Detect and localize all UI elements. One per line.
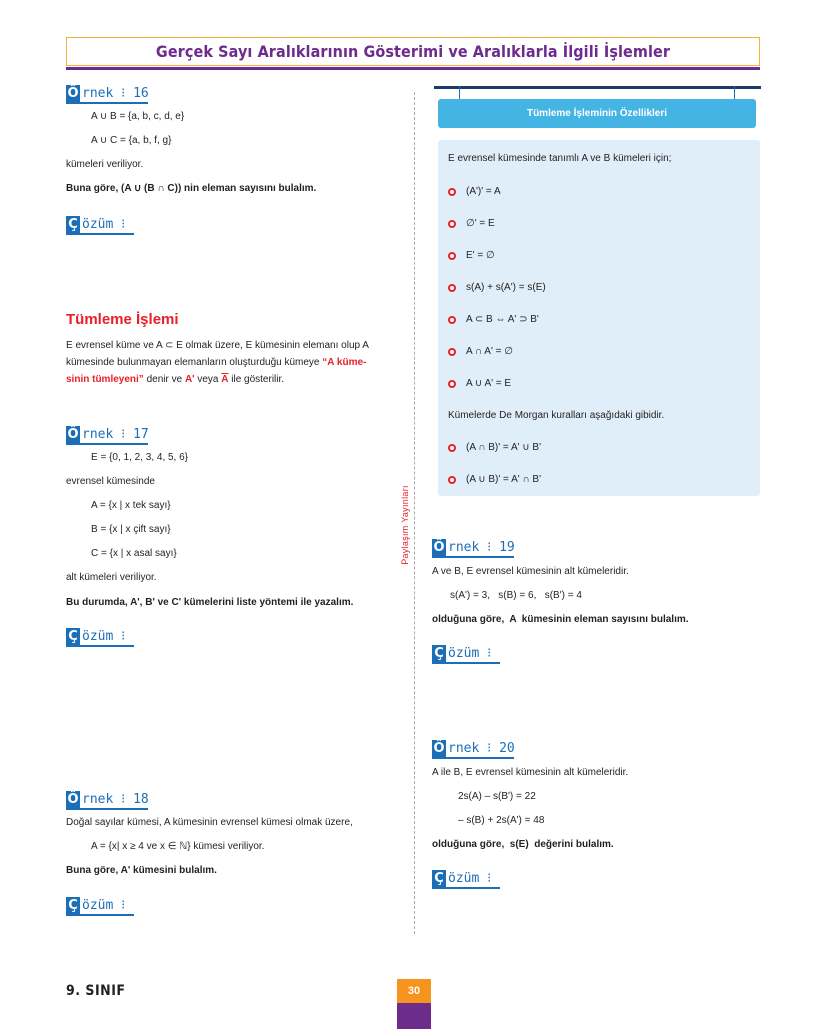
ornek-letter: Ö: [433, 741, 445, 756]
ornek20-line3: – s(B) + 2s(A') = 48: [458, 815, 545, 826]
cozum-letter: Ç: [66, 897, 80, 914]
ornek17-line4: B = {x | x çift sayı}: [91, 524, 171, 535]
property-item: A ∪ A' = E: [466, 378, 512, 389]
ornek-20-label: [432, 740, 514, 758]
ornek16-line1: A ∪ B = {a, b, c, d, e}: [91, 111, 185, 122]
ornek-18-label: [66, 791, 148, 809]
ornek18-line2: A = {x| x ≥ 4 ve x ∈ ℕ} kümesi veriliyor.: [91, 841, 265, 852]
cozum-text: özüm ⁝: [82, 217, 126, 232]
property-item: ∅' = E: [466, 218, 495, 229]
cozum-text: özüm ⁝: [82, 629, 126, 644]
publisher-side-label: Paylaşım Yayınları: [400, 485, 410, 565]
ornek20-question: olduğuna göre, s(E) değerini bulalım.: [432, 839, 614, 850]
ornek-underline: [432, 556, 514, 558]
properties-top-bar: [434, 86, 761, 89]
ornek20-line1: A ile B, E evrensel kümesinin alt kümeleridir.: [432, 767, 629, 778]
properties-title: Tümleme İşleminin Özellikleri: [438, 99, 756, 128]
tumleme-p2: kümesinde bulunmayan elemanların oluşturduğu kümeye “A küme-: [66, 357, 367, 368]
tumleme-p1: E evrensel küme ve A ⊂ E olmak üzere, E kümesinin elemanı olup A: [66, 340, 369, 351]
demorgan-item: (A ∩ B)' = A' ∪ B': [466, 442, 541, 453]
ornek-letter: Ö: [67, 427, 79, 442]
bullet-icon: [448, 284, 456, 292]
page-number-bar: [397, 1003, 431, 1029]
ornek18-question: Buna göre, A' kümesini bulalım.: [66, 865, 217, 876]
ornek19-question: olduğuna göre, A kümesinin eleman sayısını bulalım.: [432, 614, 689, 625]
ornek-text: rnek ⁝ 16: [82, 86, 149, 101]
cozum-19-label: [432, 645, 500, 663]
ornek-letter: Ö: [67, 86, 79, 101]
tumleme-p3: sinin tümleyeni” denir ve A' veya $\overline{A}$ ile gösterilir.: [66, 374, 285, 385]
ornek16-line3: kümeleri veriliyor.: [66, 159, 144, 170]
ornek16-question: Buna göre, (A ∪ (B ∩ C)) nin eleman sayısını bulalım.: [66, 183, 317, 194]
ornek-underline: [66, 443, 148, 445]
cozum-20-label: [432, 870, 500, 888]
ornek17-line5: C = {x | x asal sayı}: [91, 548, 177, 559]
property-item: A ∩ A' = ∅: [466, 346, 513, 357]
bullet-icon: [448, 252, 456, 260]
property-item: (A')' = A: [466, 186, 501, 197]
ornek-underline: [432, 757, 514, 759]
page-header: [66, 37, 760, 66]
cozum-text: özüm ⁝: [82, 898, 126, 913]
ornek-17-label: [66, 426, 148, 444]
page-number: 30: [397, 979, 431, 1003]
ornek17-line1: E = {0, 1, 2, 3, 4, 5, 6}: [91, 452, 189, 463]
ornek-text: rnek ⁝ 18: [82, 792, 149, 807]
bullet-icon: [448, 316, 456, 324]
ornek17-line3: A = {x | x tek sayı}: [91, 500, 171, 511]
cozum-letter: Ç: [432, 645, 446, 662]
cozum-17-label: [66, 628, 134, 646]
ornek-underline: [66, 808, 148, 810]
ornek-16-label: [66, 85, 148, 103]
demorgan-item: (A ∪ B)' = A' ∩ B': [466, 474, 541, 485]
bullet-icon: [448, 220, 456, 228]
property-item: A ⊂ B ⇔ A' ⊃ B': [466, 314, 539, 325]
bullet-icon: [448, 476, 456, 484]
ornek-letter: Ö: [67, 792, 79, 807]
ornek-text: rnek ⁝ 19: [448, 540, 515, 555]
cozum-18-label: [66, 897, 134, 915]
cozum-letter: Ç: [432, 870, 446, 887]
cozum-letter: Ç: [66, 628, 80, 645]
column-divider: [414, 92, 415, 934]
cozum-underline: [66, 233, 134, 235]
cozum-underline: [432, 887, 500, 889]
bullet-icon: [448, 188, 456, 196]
ornek17-line2: evrensel kümesinde: [66, 476, 155, 487]
property-item: s(A) + s(A') = s(E): [466, 282, 546, 293]
bullet-icon: [448, 380, 456, 388]
property-item: E' = ∅: [466, 250, 495, 261]
cozum-underline: [66, 914, 134, 916]
grade-label: 9. SINIF: [66, 983, 126, 999]
ornek18-line1: Doğal sayılar kümesi, A kümesinin evrensel kümesi olmak üzere,: [66, 817, 353, 828]
ornek19-line2: s(A') = 3, s(B) = 6, s(B') = 4: [450, 590, 582, 601]
ornek-text: rnek ⁝ 17: [82, 427, 149, 442]
ornek17-question: Bu durumda, A', B' ve C' kümelerini liste yöntemi ile yazalım.: [66, 597, 354, 608]
ornek16-line2: A ∪ C = {a, b, f, g}: [91, 135, 172, 146]
ornek-19-label: [432, 539, 514, 557]
section-heading: Tümleme İşlemi: [66, 311, 179, 328]
cozum-text: özüm ⁝: [448, 646, 492, 661]
properties-intro: E evrensel kümesinde tanımlı A ve B kümeleri için;: [448, 153, 672, 164]
ornek19-line1: A ve B, E evrensel kümesinin alt kümeleridir.: [432, 566, 629, 577]
ornek-underline: [66, 102, 148, 104]
header-rule: [66, 67, 760, 70]
cozum-underline: [66, 645, 134, 647]
cozum-underline: [432, 662, 500, 664]
page-title: Gerçek Sayı Aralıklarının Gösterimi ve Aralıklarla İlgili İşlemler: [155, 42, 671, 61]
bullet-icon: [448, 348, 456, 356]
cozum-text: özüm ⁝: [448, 871, 492, 886]
ornek17-line6: alt kümeleri veriliyor.: [66, 572, 157, 583]
ornek-text: rnek ⁝ 20: [448, 741, 515, 756]
bullet-icon: [448, 444, 456, 452]
ornek20-line2: 2s(A) – s(B') = 22: [458, 791, 536, 802]
cozum-16-label: [66, 216, 134, 234]
demorgan-intro: Kümelerde De Morgan kuralları aşağıdaki gibidir.: [448, 410, 665, 421]
cozum-letter: Ç: [66, 216, 80, 233]
ornek-letter: Ö: [433, 540, 445, 555]
